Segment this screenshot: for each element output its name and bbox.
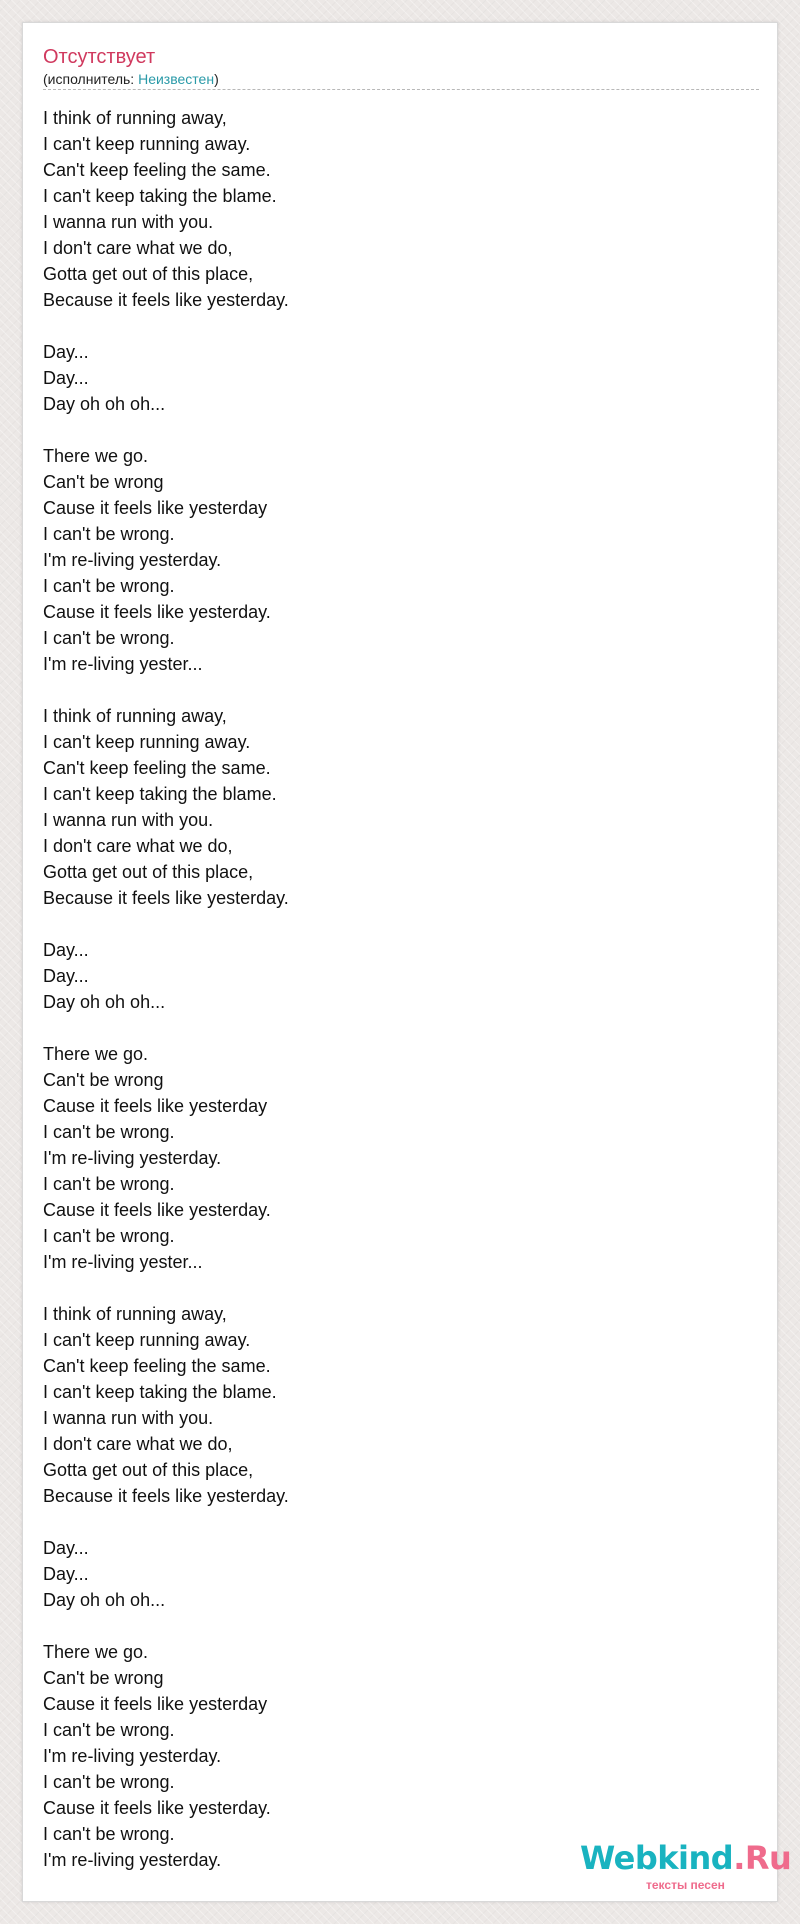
- lyrics-line: I'm re-living yester...: [43, 1252, 203, 1272]
- lyrics-line: Day...: [43, 966, 89, 986]
- lyrics-stanza: [43, 105, 743, 313]
- lyrics-line: I wanna run with you.: [43, 212, 214, 232]
- song-title: Отсутствует: [43, 46, 156, 68]
- lyrics-line: There we go.: [43, 446, 149, 466]
- lyrics-line: I don't care what we do,: [43, 1434, 233, 1454]
- lyrics-line: Day...: [43, 1564, 89, 1584]
- lyrics-line: I don't care what we do,: [43, 836, 233, 856]
- lyrics-line: Can't keep feeling the same.: [43, 160, 271, 180]
- lyrics-line: I can't be wrong.: [43, 1772, 175, 1792]
- lyrics-line: I think of running away,: [43, 108, 227, 128]
- lyrics-line: I can't keep running away.: [43, 134, 251, 154]
- lyrics-line: I can't keep taking the blame.: [43, 1382, 277, 1402]
- lyrics-line: Day...: [43, 1538, 89, 1558]
- lyrics-line: Cause it feels like yesterday.: [43, 1798, 271, 1818]
- lyrics-line: I can't keep taking the blame.: [43, 186, 277, 206]
- lyrics-line: I'm re-living yesterday.: [43, 1746, 222, 1766]
- lyrics-line: I'm re-living yesterday.: [43, 550, 222, 570]
- lyrics-line: Cause it feels like yesterday.: [43, 602, 271, 622]
- lyrics-line: I can't be wrong.: [43, 1122, 175, 1142]
- lyrics-line: Day...: [43, 940, 89, 960]
- lyrics-stanza: [43, 937, 743, 1015]
- lyrics-card: [22, 22, 778, 1902]
- webkind-logo[interactable]: [560, 1838, 792, 1898]
- logo-domain-text: .Ru: [733, 1839, 792, 1877]
- lyrics-line: I can't keep running away.: [43, 732, 251, 752]
- lyrics-line: Gotta get out of this place,: [43, 862, 254, 882]
- lyrics-line: I can't be wrong.: [43, 1174, 175, 1194]
- lyrics-line: I can't keep running away.: [43, 1330, 251, 1350]
- song-header: [43, 43, 759, 90]
- lyrics-stanza: [43, 703, 743, 911]
- lyrics-line: I can't be wrong.: [43, 1824, 175, 1844]
- artist-prefix: (исполнитель:: [43, 71, 139, 87]
- lyrics-line: I'm re-living yesterday.: [43, 1850, 222, 1870]
- artist-line: [43, 71, 759, 88]
- lyrics-line: Day oh oh oh...: [43, 1590, 166, 1610]
- lyrics-text: [43, 105, 743, 1873]
- lyrics-line: I wanna run with you.: [43, 1408, 214, 1428]
- lyrics-line: Can't keep feeling the same.: [43, 758, 271, 778]
- lyrics-line: Cause it feels like yesterday: [43, 1694, 268, 1714]
- lyrics-line: Can't be wrong: [43, 1668, 164, 1688]
- lyrics-line: Day...: [43, 342, 89, 362]
- lyrics-line: There we go.: [43, 1044, 149, 1064]
- lyrics-line: Because it feels like yesterday.: [43, 888, 289, 908]
- lyrics-line: I'm re-living yester...: [43, 654, 203, 674]
- lyrics-line: Gotta get out of this place,: [43, 1460, 254, 1480]
- lyrics-line: I think of running away,: [43, 706, 227, 726]
- lyrics-line: Day...: [43, 368, 89, 388]
- lyrics-line: Gotta get out of this place,: [43, 264, 254, 284]
- artist-link[interactable]: Неизвестен: [138, 71, 215, 87]
- artist-suffix: ): [214, 71, 219, 87]
- lyrics-line: I don't care what we do,: [43, 238, 233, 258]
- lyrics-line: I can't be wrong.: [43, 1226, 175, 1246]
- logo-tagline: тексты песен: [646, 1878, 725, 1892]
- lyrics-line: Because it feels like yesterday.: [43, 1486, 289, 1506]
- lyrics-line: I think of running away,: [43, 1304, 227, 1324]
- lyrics-line: I can't be wrong.: [43, 628, 175, 648]
- lyrics-line: Day oh oh oh...: [43, 394, 166, 414]
- lyrics-line: I wanna run with you.: [43, 810, 214, 830]
- logo-main-text: Webkind: [580, 1839, 734, 1877]
- lyrics-line: Can't keep feeling the same.: [43, 1356, 271, 1376]
- lyrics-line: Cause it feels like yesterday: [43, 1096, 268, 1116]
- lyrics-stanza: [43, 339, 743, 417]
- lyrics-stanza: [43, 1535, 743, 1613]
- lyrics-stanza: [43, 1301, 743, 1509]
- lyrics-line: Because it feels like yesterday.: [43, 290, 289, 310]
- lyrics-line: I can't keep taking the blame.: [43, 784, 277, 804]
- lyrics-line: There we go.: [43, 1642, 149, 1662]
- lyrics-line: I can't be wrong.: [43, 1720, 175, 1740]
- lyrics-line: I'm re-living yesterday.: [43, 1148, 222, 1168]
- logo-wordmark: [580, 1838, 791, 1878]
- lyrics-stanza: [43, 1041, 743, 1275]
- lyrics-line: Cause it feels like yesterday: [43, 498, 268, 518]
- lyrics-line: Day oh oh oh...: [43, 992, 166, 1012]
- lyrics-line: I can't be wrong.: [43, 524, 175, 544]
- lyrics-line: Can't be wrong: [43, 1070, 164, 1090]
- lyrics-line: Cause it feels like yesterday.: [43, 1200, 271, 1220]
- lyrics-line: Can't be wrong: [43, 472, 164, 492]
- lyrics-line: I can't be wrong.: [43, 576, 175, 596]
- lyrics-stanza: [43, 443, 743, 677]
